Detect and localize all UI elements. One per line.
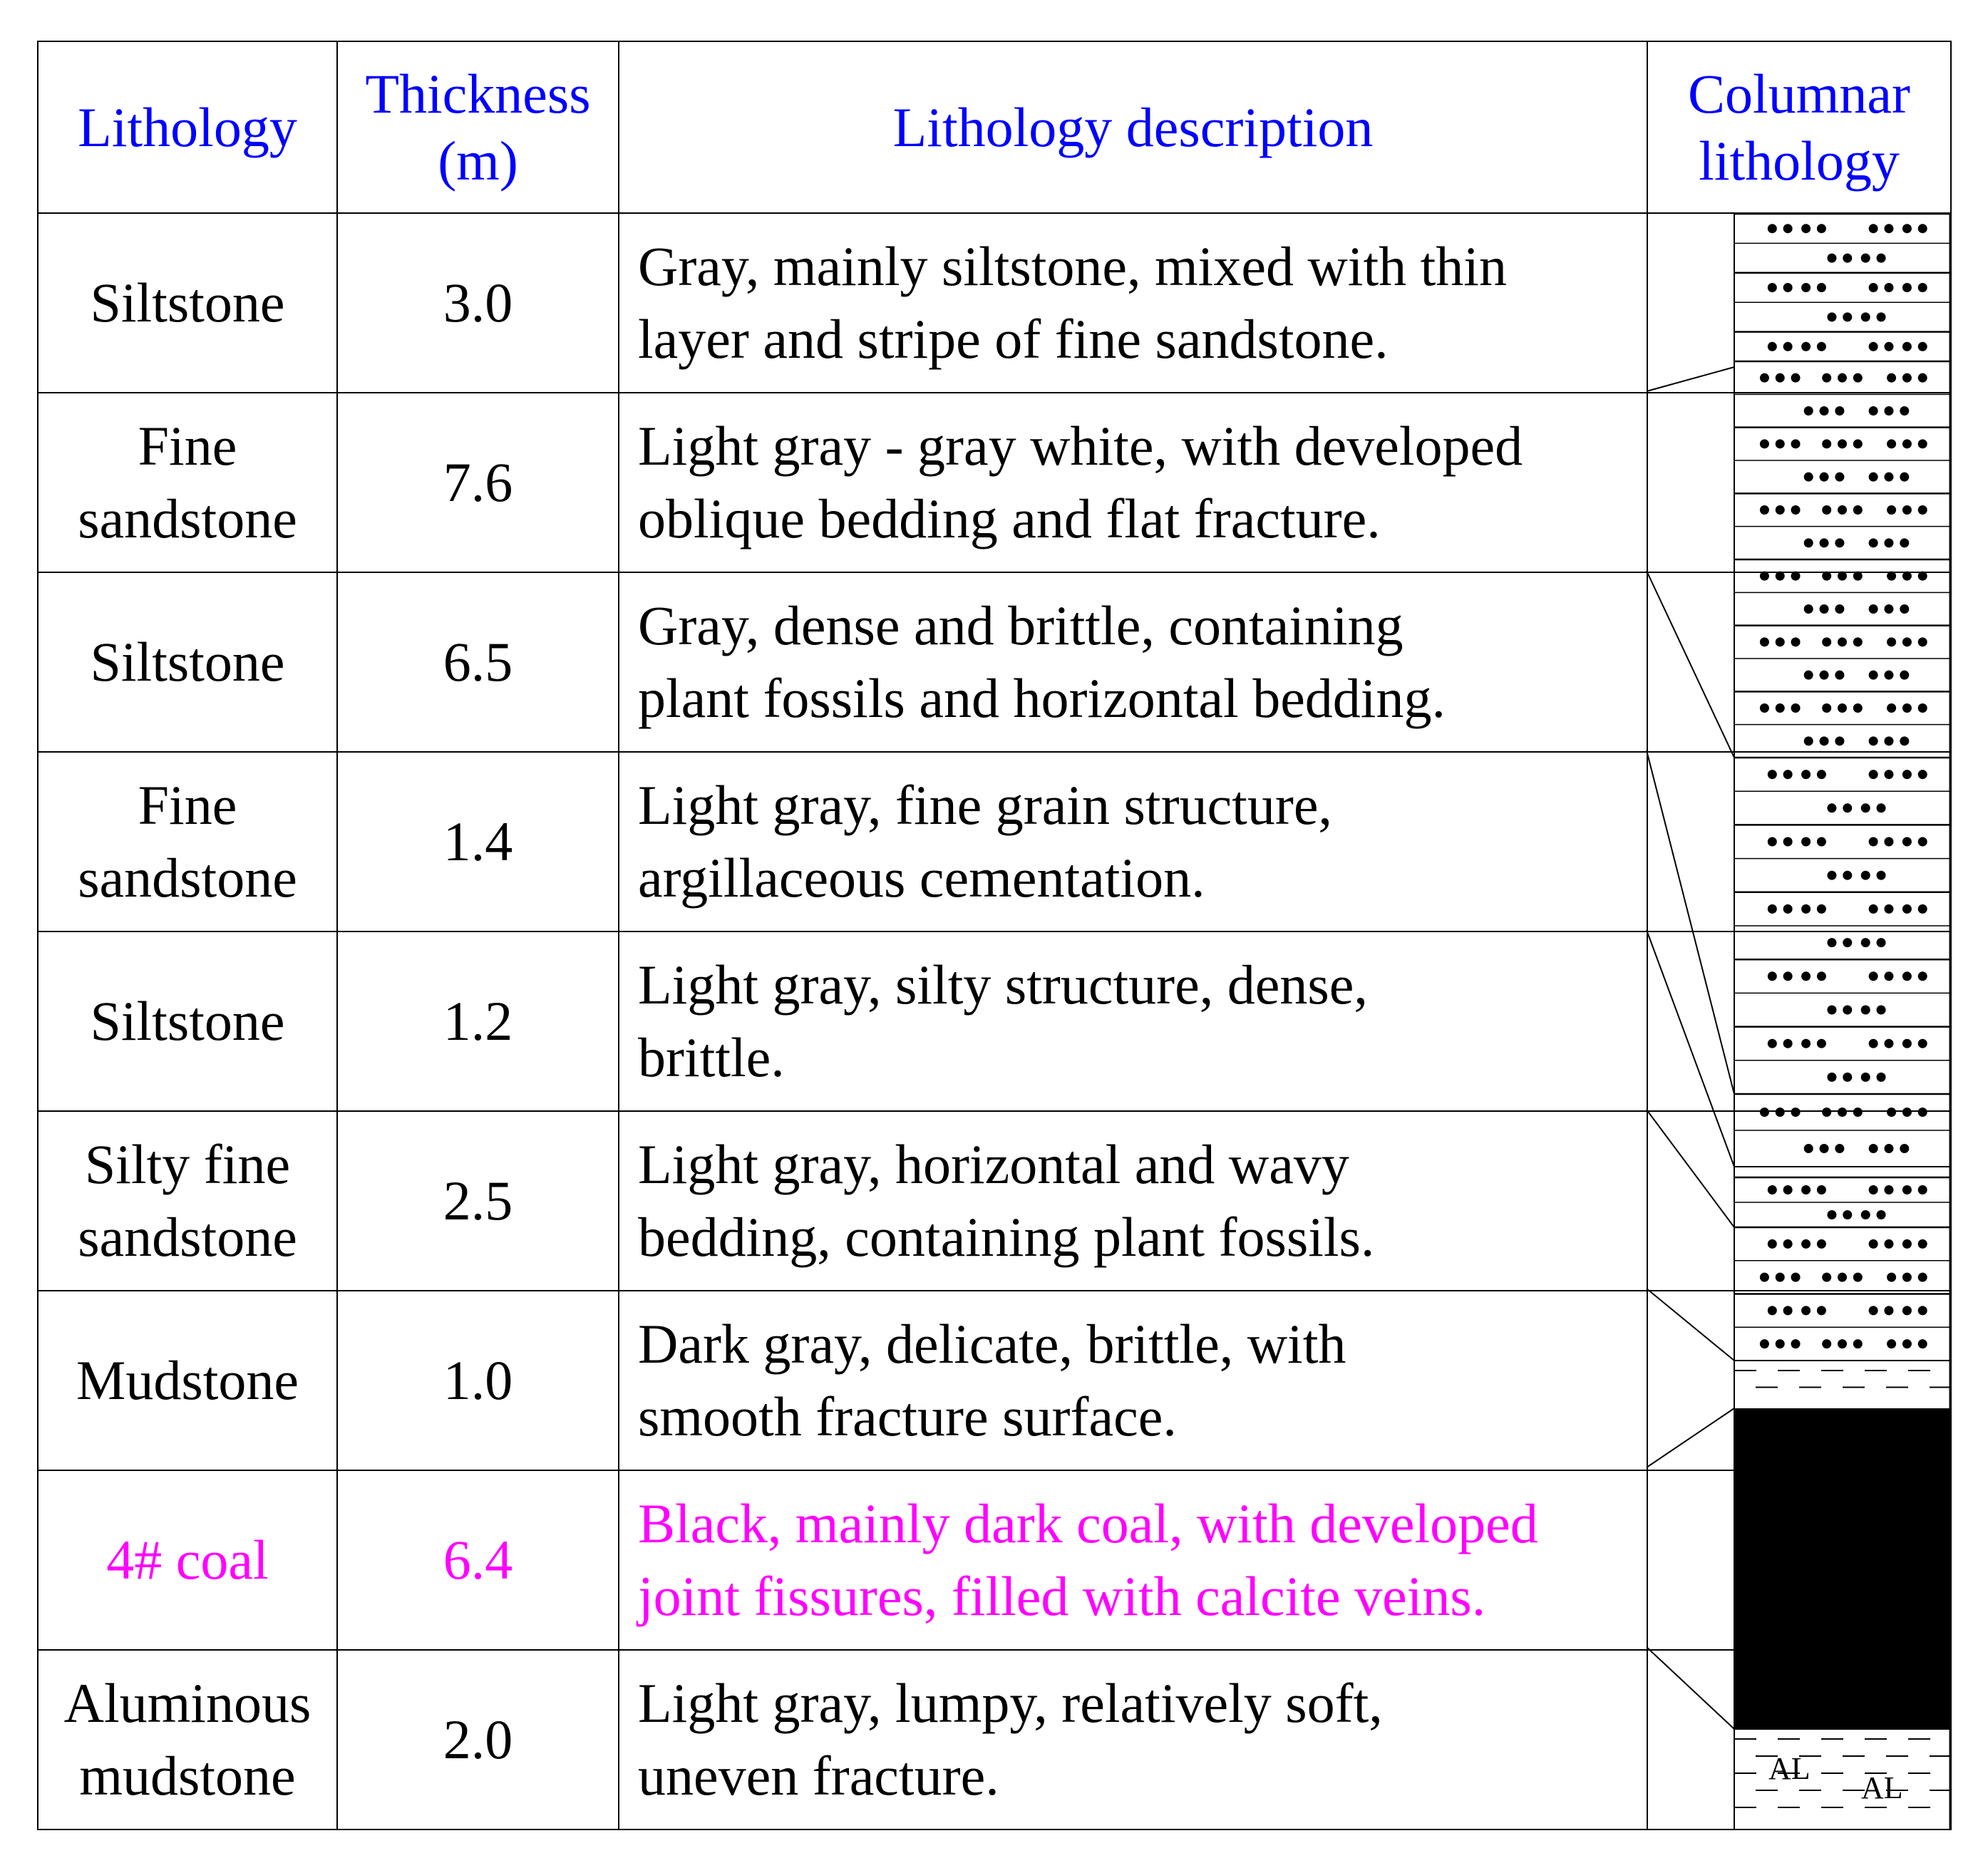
thickness-cell: 1.4 bbox=[337, 752, 619, 932]
table-row bbox=[38, 1650, 1951, 1830]
lithology-cell: Silty fine sandstone bbox=[38, 1111, 337, 1291]
columnar-cell bbox=[1647, 1111, 1951, 1291]
thickness-cell: 6.4 bbox=[337, 1470, 619, 1650]
description-cell: Light gray - gray white, with developed oblique bedding and flat fracture. bbox=[619, 393, 1647, 572]
table-row bbox=[38, 393, 1951, 572]
header-thickness: Thickness (m) bbox=[337, 41, 619, 213]
table-row bbox=[38, 213, 1951, 393]
svg-text:AL: AL bbox=[1768, 1751, 1811, 1786]
columnar-cell bbox=[1647, 1291, 1951, 1470]
svg-text:AL: AL bbox=[1861, 1770, 1903, 1805]
header-lithology: Lithology bbox=[38, 41, 337, 213]
description-cell: Light gray, fine grain structure, argillaceous cementation. bbox=[619, 752, 1647, 932]
description-cell: Light gray, lumpy, relatively soft, uneven fracture. bbox=[619, 1650, 1647, 1830]
table-row bbox=[38, 1470, 1951, 1650]
lithology-table bbox=[37, 41, 1952, 1830]
thickness-cell: 1.2 bbox=[337, 932, 619, 1111]
columnar-cell bbox=[1647, 932, 1951, 1111]
lithology-cell: Siltstone bbox=[38, 932, 337, 1111]
lithology-cell: Siltstone bbox=[38, 213, 337, 393]
thickness-cell: 7.6 bbox=[337, 393, 619, 572]
description-cell: Light gray, horizontal and wavy bedding, containing plant fossils. bbox=[619, 1111, 1647, 1291]
header-columnar: Columnar lithology bbox=[1647, 41, 1951, 213]
header-description: Lithology description bbox=[619, 41, 1647, 213]
description-cell: Gray, dense and brittle, containing plant fossils and horizontal bedding. bbox=[619, 572, 1647, 752]
thickness-cell: 1.0 bbox=[337, 1291, 619, 1470]
header-row bbox=[38, 41, 1951, 213]
description-cell: Black, mainly dark coal, with developed joint fissures, filled with calcite veins. bbox=[619, 1470, 1647, 1650]
columnar-cell bbox=[1647, 572, 1951, 752]
table-row bbox=[38, 1291, 1951, 1470]
lithology-cell: Aluminous mudstone bbox=[38, 1650, 337, 1830]
description-cell: Gray, mainly siltstone, mixed with thin layer and stripe of fine sandstone. bbox=[619, 213, 1647, 393]
table-row bbox=[38, 1111, 1951, 1291]
columnar-cell bbox=[1647, 393, 1951, 572]
lithology-cell: 4# coal bbox=[38, 1470, 337, 1650]
table-row bbox=[38, 572, 1951, 752]
columnar-cell bbox=[1647, 1470, 1951, 1650]
lithology-cell: Fine sandstone bbox=[38, 393, 337, 572]
thickness-cell: 3.0 bbox=[337, 213, 619, 393]
thickness-cell: 2.0 bbox=[337, 1650, 619, 1830]
description-cell: Light gray, silty structure, dense, brittle. bbox=[619, 932, 1647, 1111]
columnar-cell bbox=[1647, 752, 1951, 932]
description-cell: Dark gray, delicate, brittle, with smooth fracture surface. bbox=[619, 1291, 1647, 1470]
table-row bbox=[38, 932, 1951, 1111]
lithology-cell: Mudstone bbox=[38, 1291, 337, 1470]
columnar-cell bbox=[1647, 213, 1951, 393]
thickness-cell: 2.5 bbox=[337, 1111, 619, 1291]
table-row bbox=[38, 752, 1951, 932]
lithology-cell: Siltstone bbox=[38, 572, 337, 752]
lithology-cell: Fine sandstone bbox=[38, 752, 337, 932]
thickness-cell: 6.5 bbox=[337, 572, 619, 752]
columnar-cell bbox=[1647, 1650, 1951, 1830]
